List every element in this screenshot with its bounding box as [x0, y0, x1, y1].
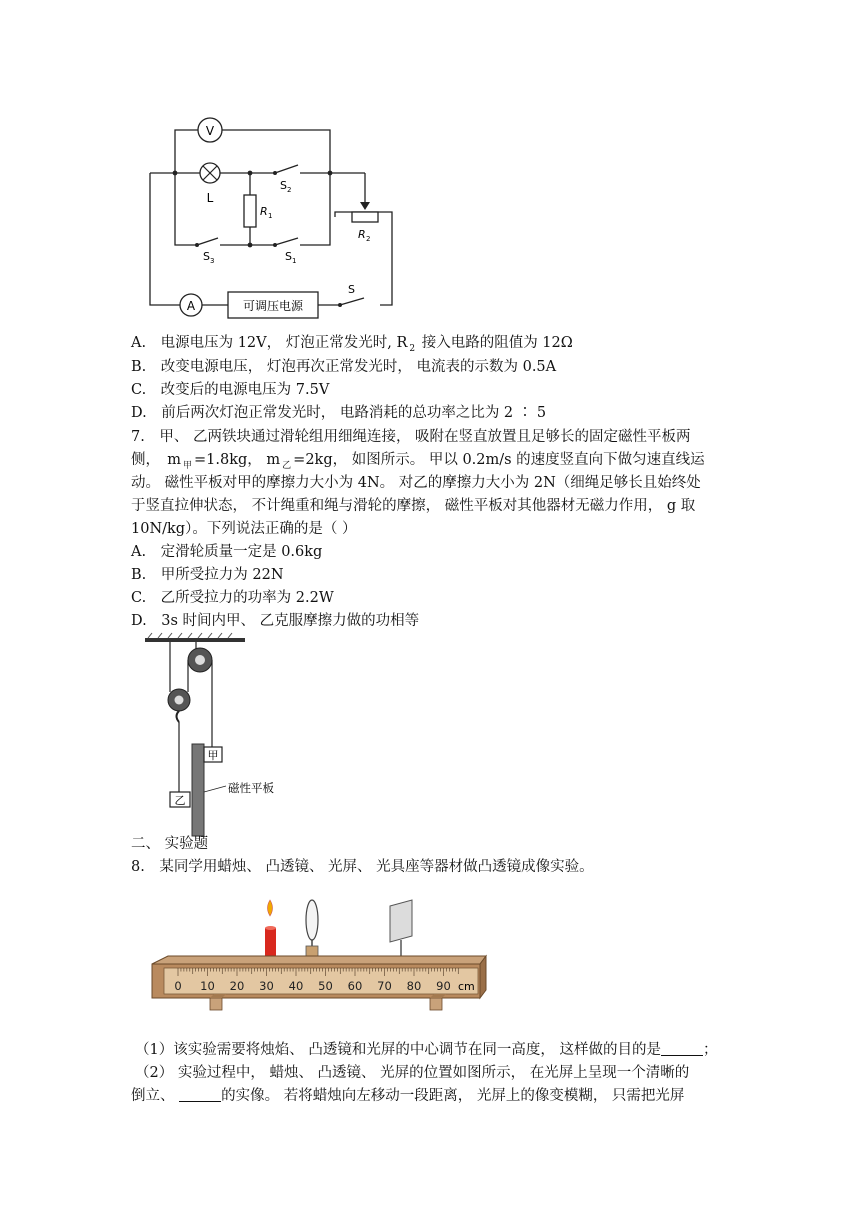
- q6-option-a: A. 电源电压为 12V， 灯泡正常发光时, R $_2$ 接入电路的阻值为 12Ω: [131, 335, 573, 354]
- magnetic-board: [192, 744, 204, 836]
- movable-pulley-icon: [168, 689, 190, 722]
- power-supply-label: 可调压电源: [242, 299, 304, 313]
- s2-label: S: [280, 179, 287, 192]
- r1-label: R: [260, 205, 268, 218]
- block-yi-label: 乙: [174, 794, 186, 807]
- s1-label: S: [285, 250, 292, 263]
- q7-option-d: D. 3s 时间内甲、 乙克服摩擦力做的功相等: [131, 613, 420, 629]
- s3-sub: 3: [210, 257, 215, 265]
- q6-option-c: C. 改变后的电源电压为 7.5V: [131, 382, 330, 398]
- r2-sub: 2: [366, 235, 371, 243]
- block-jia-label: 甲: [207, 749, 219, 762]
- q7-option-c: C. 乙所受拉力的功率为 2.2W: [131, 590, 334, 606]
- scale-tick-label: 10: [200, 979, 215, 993]
- r1-sub: 1: [268, 212, 273, 220]
- scale-tick-label: 40: [288, 979, 304, 993]
- pulley-diagram: [140, 632, 300, 837]
- q7-option-b: B. 甲所受拉力为 22N: [131, 567, 284, 583]
- scale-tick-label: 20: [229, 979, 245, 993]
- r2-label: R: [358, 228, 366, 241]
- q7-stem-line2: 侧， m $_甲$ =1.8kg， m $_乙$ =2kg， 如图所示。 甲以 0.2m/s 的速度竖直向下做匀速直线运: [131, 452, 705, 471]
- answer-blank-2[interactable]: [179, 1087, 221, 1102]
- magnetic-board-label: 磁性平板: [228, 781, 274, 795]
- scale-tick-label: 60: [347, 979, 363, 993]
- q8-part2-line1: （2） 实验过程中， 蜡烛、 凸透镜、 光屏的位置如图所示， 在光屏上呈现一个清晰的: [135, 1065, 690, 1081]
- fixed-pulley-icon: [188, 648, 212, 672]
- slider-arrow-icon: [360, 202, 370, 210]
- scale-unit: cm: [458, 980, 475, 993]
- q6-option-b: B. 改变电源电压， 灯泡再次正常发光时， 电流表的示数为 0.5A: [131, 359, 557, 375]
- s3-label: S: [203, 250, 210, 263]
- q8-intro: 8. 某同学用蜡烛、 凸透镜、 光屏、 光具座等器材做凸透镜成像实验。: [131, 859, 594, 875]
- lamp-icon: [200, 163, 220, 183]
- voltmeter-symbol: V: [205, 124, 215, 138]
- ammeter-symbol: A: [186, 299, 196, 313]
- section-heading: 二、 实验题: [131, 836, 209, 852]
- convex-lens-icon: [306, 900, 318, 956]
- q7-stem-line1: 7. 甲、 乙两铁块通过滑轮组用细绳连接， 吸附在竖直放置且足够长的固定磁性平板两: [131, 429, 691, 445]
- s2-sub: 2: [287, 186, 292, 194]
- scale-tick-label: 30: [259, 979, 274, 993]
- answer-blank-1[interactable]: [661, 1041, 703, 1056]
- circuit-diagram: [140, 105, 405, 320]
- rheostat-r2-icon: [352, 212, 378, 222]
- scale-tick-label: 80: [406, 979, 422, 993]
- q7-stem-line5: 10N/kg）。下列说法正确的是（ ）: [131, 521, 357, 537]
- s1-sub: 1: [292, 257, 297, 265]
- scale-tick-label: 90: [436, 979, 451, 993]
- candle-icon: [262, 900, 279, 958]
- q6-option-d: D. 前后两次灯泡正常发光时， 电路消耗的总功率之比为 2 ∶ 5: [131, 405, 547, 421]
- scale-tick-label: 70: [377, 979, 392, 993]
- q8-part1: （1）该实验需要将烛焰、 凸透镜和光屏的中心调节在同一高度， 这样做的目的是 ；: [135, 1042, 718, 1058]
- q7-option-a: A. 定滑轮质量一定是 0.6kg: [131, 544, 323, 560]
- q8-part2-line2: 倒立、 的实像。 若将蜡烛向左移动一段距离， 光屏上的像变模糊， 只需把光屏: [131, 1088, 685, 1104]
- lamp-label: L: [206, 191, 214, 205]
- optical-bench-diagram: [150, 898, 490, 1020]
- scale-tick-label: 50: [318, 979, 333, 993]
- q7-stem-line3: 动。 磁性平板对甲的摩擦力大小为 4N。 对乙的摩擦力大小为 2N（细绳足够长且始终处: [131, 475, 701, 491]
- scale-tick-label: 0: [174, 979, 182, 993]
- q7-stem-line4: 于竖直拉伸状态， 不计绳重和绳与滑轮的摩擦， 磁性平板对其他器材无磁力作用， g 取: [131, 498, 696, 514]
- s-label: S: [348, 283, 355, 296]
- light-screen-icon: [390, 900, 412, 956]
- resistor-r1-icon: [244, 195, 256, 227]
